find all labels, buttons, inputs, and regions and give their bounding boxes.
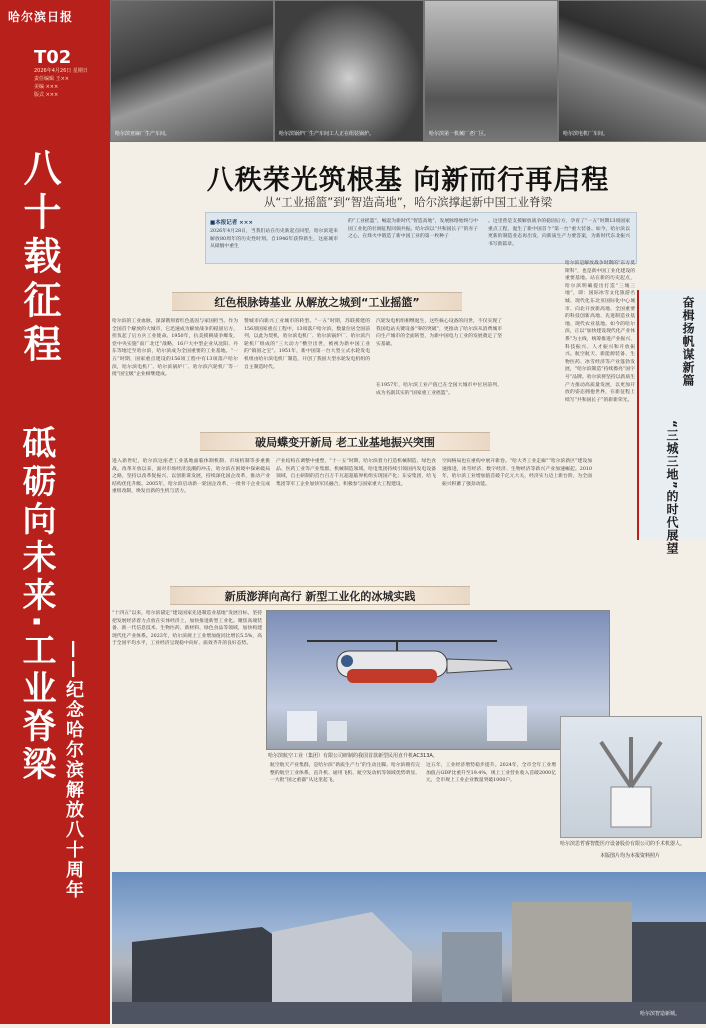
photo-caption-1: 哈尔滨亚麻厂生产车间。 bbox=[115, 131, 171, 137]
photo-caption-2: 哈尔滨锅炉厂生产车间工人正在组装锅炉。 bbox=[279, 131, 375, 137]
photo-caption-4: 哈尔滨电机厂车间。 bbox=[563, 131, 609, 137]
section1-col-2: 赞城市向新兴工业城市的转型。“一五”时期，苏联援建的156项国家重点工程中，13项落户哈尔滨，数量位居全国前列，以此为契机，哈尔滨电机厂、哈尔滨锅炉厂、哈尔滨汽轮机厂组成的“三大动力”横空出世，被视为新中国工业的“镇国之宝”。1951年，新中国第一台大型立式水轮发电机组由哈尔滨电机厂制造，开创了我国大型水轮发电机组的自主制造时代。 bbox=[244, 319, 370, 370]
section1-col-4: 在1957年，哈尔滨工业产值已在全国大城市中位居前列，成为名副其实的“国家重工业摇篮”。 bbox=[376, 383, 502, 396]
right-title-1: 奋楫扬帆谋新篇 bbox=[681, 296, 695, 387]
helicopter-photo bbox=[266, 610, 610, 750]
masthead-meta-3: 美编 ××× bbox=[34, 84, 59, 90]
masthead-meta-4: 版式 ××× bbox=[34, 92, 59, 98]
bottom-photo-caption: 哈尔滨智造新城。 bbox=[640, 1011, 681, 1017]
photo-motor-factory bbox=[558, 0, 706, 142]
robot-illustration bbox=[561, 717, 701, 837]
section2-col-1: 进入新世纪，哈尔滨这座老工业基地面临体制机制、市场机制等多重挑战。改革开放以来，面对市场经济浪潮的冲击，哈尔滨在困境中探索破局之路，坚持以改革促振兴、以创新谋发展，持续深化国企改革，推动产业结构优化升级。2005年，哈尔滨启动新一轮国企改革，一批骨干企业完成重组改制，焕发出新的生机与活力。 bbox=[112, 459, 270, 495]
banner-subtitle: ——纪念哈尔滨解放八十周年 bbox=[63, 640, 84, 900]
section2-bar bbox=[200, 432, 490, 451]
helicopter-illustration bbox=[267, 611, 609, 749]
lead-col-3: 。这里曾是支援解放战争的稳固后方，孕育了“一五”时期13项国家重点工程，诞生了新中国首个“第一台”重大装备。如今，哈尔滨以更新的制造业态再出发，向新质生产力要答案，为新时代东北振兴书写新篇章。 bbox=[488, 219, 630, 247]
page-subheadline: 从“工业摇篮”到“智造高地”，哈尔滨撑起新中国工业脊梁 bbox=[263, 195, 553, 209]
page-headline: 八秩荣光筑根基 向新而行再启程 bbox=[206, 165, 610, 196]
section2-col-2: 产业结构在调整中重塑，“十一五”时期，哈尔滨着力打造机械制造、绿色食品、医药工业等产业集群，机械制造领域，哈电集团持续引领国内发电设备领域，自主研制的首台百万千瓦超超临界机组实现国产化；东安集团、哈飞集团等军工企业加快军民融合，积极参与国家重大工程建设。 bbox=[276, 459, 436, 487]
lead-col-2: 的“工业摇篮”，崛起为新时代“智造高地”，发展脉络始终与中国工业化的壮阔征程同频共振。哈尔滨以“共和国长子”的赤子之心，在烽火中锻造了新中国工业的第一枚种子 bbox=[348, 219, 478, 240]
section1-col-3: 汽轮发电机组相继诞生，这些核心设备的问世，不仅实现了我国电站关键设备“零的突破”，更推动了哈尔滨从消费城市向生产城市的全面转型，为新中国电力工业的发展奠定了坚实基础。 bbox=[376, 319, 502, 347]
masthead-meta-2: 责任编辑 王×× bbox=[34, 76, 69, 82]
section1-col-1: 哈尔滨的工业血脉，深深镌刻着红色基因与家国担当。作为全国首个解放的大城市，它迅速成为解放战争的稳固后方，担负起了后方兵工业使命。1950年，抗美援朝战争爆发，党中央实施“南厂北迁”战略，16户大中型企业从沈阳、丹东等地迁至哈尔滨，哈尔滨成为全国重要的工业基地。“一五”时期，国家重点建设的156项工程中有13项落户哈尔滨，哈尔滨电机厂、哈尔滨锅炉厂、哈尔滨汽轮机厂等一批“国宝级”企业相继建成。 bbox=[112, 319, 238, 378]
masthead-paper-name: 哈尔滨日报 bbox=[8, 10, 74, 24]
bottom-panorama-photo bbox=[112, 872, 706, 1024]
photo-credit: 本版图片均为本报资料照片 bbox=[600, 853, 661, 859]
banner-title-1: 八十载征程 bbox=[17, 148, 61, 368]
right-title-2: “三城三地”的时代展望 bbox=[665, 420, 679, 555]
city-skyline bbox=[112, 872, 706, 1024]
right-column-text: 哈尔滨是解放战争时期的“东方莫斯科”，也是新中国工业化建设的重要基地。站在新的历史起点，哈尔滨明确提出打造“三城三地”，即：国际冰雪文化旅游名城、现代化东北亚国际化中心城市、向北开放新高地、全国重要的科技创新高地、先进制造业基地、现代农业基地。如今的哈尔滨，正以“加快建设现代化产业体系”为主线，统筹推进产业振兴、科技振兴、人才振兴和开放振兴。航空航天、新能源装备、生物医药、冰雪经济等产业蓬勃发展，“哈尔滨制造”持续擦亮“国字号”品牌。哈尔滨将坚持以新质生产力推动高质量发展，以更加开放的姿态拥抱世界，在新征程上续写“共和国长子”的崭新荣光。 bbox=[565, 261, 635, 403]
photo-flax-factory bbox=[110, 0, 274, 142]
section3-title: 新质澎湃向高行 新型工业化的冰城实践 bbox=[224, 590, 416, 603]
byline: ■本报记者 ××× bbox=[210, 220, 253, 226]
lead-col-1: 2026年4月28日，当我们站在历史新起点回望，哈尔滨迎来解放80周年的历史性时刻。自1946年获得新生，这座城市从硝烟中重生 bbox=[210, 229, 338, 250]
photo-caption-3: 哈尔滨第一机械厂老厂区。 bbox=[429, 131, 490, 137]
masthead-meta-1: 2026年4月26日 星期日 bbox=[34, 68, 88, 74]
helicopter-caption: 哈尔滨航空工业（集团）有限公司研制的我国首款新型民用直升机AC313A。 bbox=[268, 753, 438, 759]
photo-boiler-factory bbox=[274, 0, 424, 142]
page-code: T02 bbox=[34, 47, 72, 68]
section2-col-3: 空间格局也在重构中展开新卷。“哈大齐工业走廊”“哈尔滨新区”建设加速推进，冰雪经济、数字经济、生物经济等新兴产业加速崛起。2010年，哈尔滨工业增加值首破千亿元大关，经济实力迈上新台阶，为全面振兴积蓄了强劲动能。 bbox=[442, 459, 592, 487]
section3-col-1: “十四五”以来，哈尔滨锚定“建设国家先进制造业基地”发展目标，坚持把发展经济着力点放在实体经济上，加快推进新型工业化。聚焦高端装备、新一代信息技术、生物医药、新材料、绿色食品等领域，加快构建现代化产业体系。2023年，哈尔滨规上工业增加值同比增长5.5%，高于全国平均水平，工业经济呈现稳中向好、质效齐升的良好态势。 bbox=[112, 611, 262, 647]
section1-bar bbox=[172, 292, 462, 311]
surgical-robot-photo bbox=[560, 716, 702, 838]
section3-col-2: 航空航天产业集群，是哈尔滨“新质生产力”的生动注脚。哈尔滨拥有完整的航空工业体系，直升机、通用飞机、航空发动机等领域优势明显，一大批“国之重器”从这里起飞。 bbox=[270, 763, 420, 784]
photo-old-factory bbox=[424, 0, 558, 142]
robot-caption: 哈尔滨思哲睿智能医疗设备股份有限公司的手术机器人。 bbox=[560, 841, 686, 847]
banner-title-2: 砥砺向未来·工业脊梁 bbox=[16, 425, 56, 784]
section3-col-3: 这五年，工业经济增势稳步提升。2024年，全市全年工业增加值占GDP比重升至19.4%，规上工业营业收入首破2000亿元，全市规上工业企业数量突破1000户。 bbox=[426, 763, 556, 784]
section3-bar bbox=[170, 586, 470, 605]
section1-title: 红色根脉铸基业 从解放之城到“工业摇篮” bbox=[214, 296, 420, 309]
section2-title: 破局蝶变开新局 老工业基地振兴突围 bbox=[255, 436, 435, 449]
